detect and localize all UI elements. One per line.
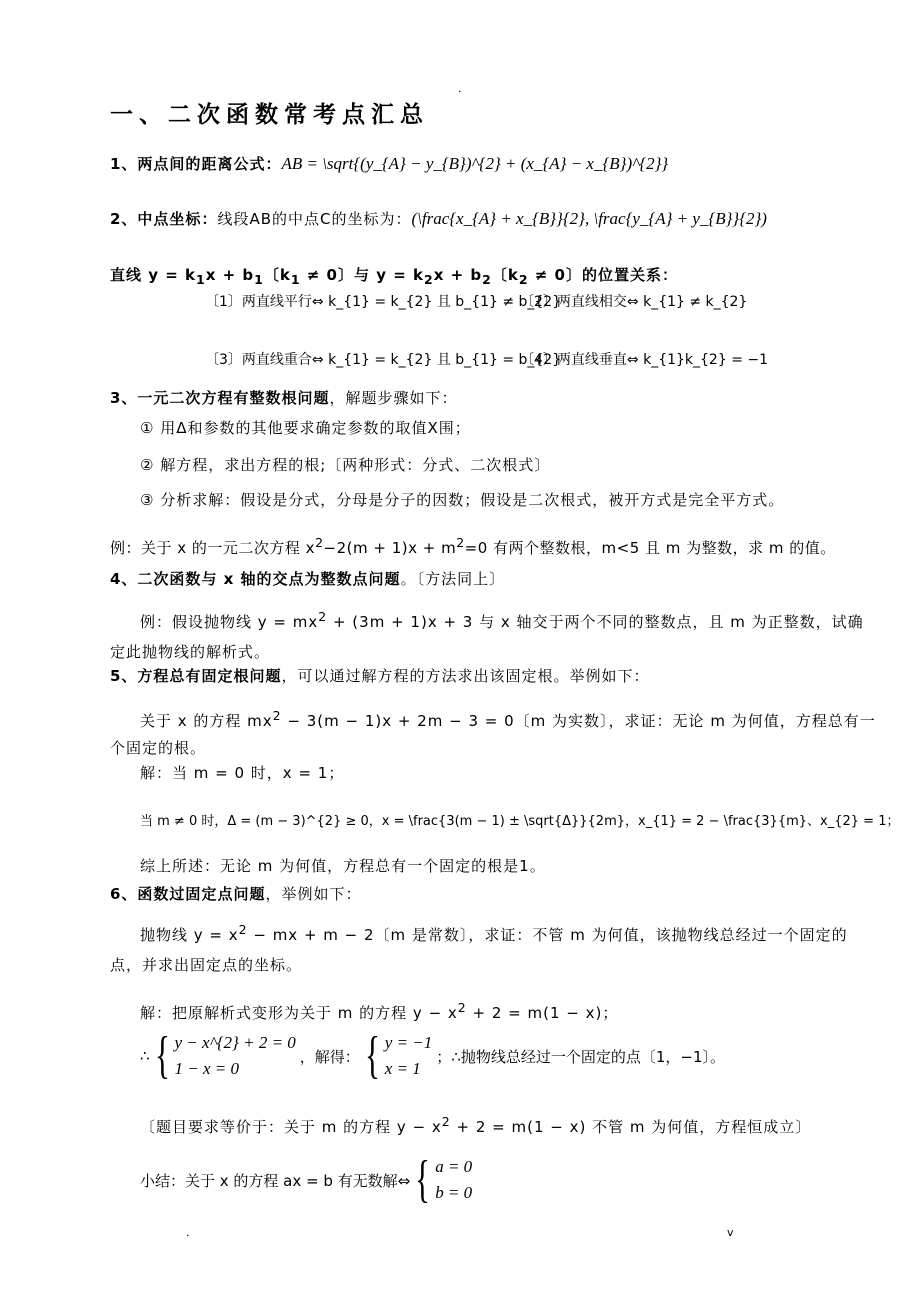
- section-1-label: 1、两点间的距离公式：: [110, 155, 282, 173]
- solution-y: y = −1: [384, 1033, 433, 1052]
- system-equation-2: 1 − x = 0: [174, 1059, 240, 1078]
- section-6-problem-1: 抛物线 $y = x^2$ − mx + m − 2〔m 是常数〕，求证：不管 m 为何值，该抛物线总经过一个固定的: [140, 922, 848, 944]
- section-3-label: 3、一元二次方程有整数根问题: [110, 389, 330, 407]
- relation-perpendicular: 〔4〕两直线垂直⇔ k_{1}k_{2} = −1: [520, 352, 769, 368]
- section-2-label: 2、中点坐标：: [110, 210, 218, 228]
- section-5-label: 5、方程总有固定根问题: [110, 667, 282, 685]
- section-6-rest: ，举例如下：: [265, 885, 362, 903]
- system-equation-1: y − x^{2} + 2 = 0: [174, 1033, 296, 1052]
- page-title: 一、二次函数常考点汇总: [110, 102, 429, 128]
- section-6-solution: 解：把原解析式变形为关于 m 的方程 $y - x^2 + 2 = m(1 - x)$；: [140, 1000, 619, 1022]
- solve-text: ，解得：: [299, 1047, 360, 1066]
- section-6-label: 6、函数过固定点问题: [110, 885, 266, 903]
- footer-mark-right: v: [727, 1226, 734, 1239]
- section-6-problem-2: 点，并求出固定点的坐标。: [110, 956, 303, 974]
- left-brace-icon: {: [415, 1151, 431, 1208]
- section-3-rest: ，解题步骤如下：: [329, 389, 458, 407]
- summary-text: 小结：关于 x 的方程 ax = b 有无数解⇔: [140, 1171, 411, 1190]
- line-relation-heading: 直线 $y = k_1x + b_1$〔$k_1 \ne 0$〕与 $y = k_2x + b_2$〔$k_2 \ne 0$〕的位置关系：: [110, 266, 678, 287]
- section-2: [110, 208, 767, 230]
- step-2: ② 解方程，求出方程的根;〔两种形式：分式、二次根式〕: [140, 456, 551, 474]
- section-6-note: 〔题目要求等价于：关于 m 的方程 $y - x^2 + 2 = m(1 - x)$ 不管 m 为何值，方程恒成立〕: [140, 1114, 812, 1136]
- section-3-example: 例：关于 x 的一元二次方程 $x^2-2(m + 1)x + m^2=0$ 有两个整数根，m<5 且 m 为整数，求 m 的值。: [110, 535, 836, 557]
- section-4-label: 4、二次函数与 x 轴的交点为整数点问题: [110, 570, 401, 588]
- section-2-text: 线段AB的中点C的坐标为：: [217, 210, 412, 228]
- section-5-summary: 综上所述：无论 m 为何值，方程总有一个固定的根是1。: [140, 857, 546, 875]
- section-5: [110, 665, 649, 687]
- section-4-example-1: 例：假设抛物线 $y = mx^2 + (3m + 1)x + 3$ 与 x 轴交于两个不同的整数点，且 m 为正整数，试确: [140, 609, 864, 631]
- section-6-system-line: [140, 1027, 725, 1084]
- midpoint-formula: (\frac{x_{A} + x_{B}}{2}, \frac{y_{A} + y_{B}}{2}): [411, 209, 767, 228]
- section-5-solution-1: 解：当 m = 0 时，x = 1；: [140, 764, 345, 782]
- relation-intersect: 〔2〕两直线相交⇔ k_{1} ≠ k_{2}: [520, 294, 748, 310]
- step-1: ① 用Δ和参数的其他要求确定参数的取值X围；: [140, 419, 471, 437]
- section-4-example-2: 定此抛物线的解析式。: [110, 643, 271, 661]
- solution-x: x = 1: [384, 1059, 421, 1078]
- therefore-symbol: ∴: [140, 1047, 150, 1065]
- page-mark: .: [458, 82, 462, 95]
- summary-condition-b: b = 0: [435, 1183, 473, 1202]
- left-brace-icon: {: [154, 1027, 170, 1084]
- distance-formula: AB = \sqrt{(y_{A} − y_{B})^{2} + (x_{A} − x_{B})^{2}}: [281, 154, 669, 173]
- relation-coincide: 〔3〕两直线重合⇔ k_{1} = k_{2} 且 b_{1} = b_{2}: [205, 352, 562, 368]
- section-3: [110, 387, 457, 409]
- section-4-rest: 。〔方法同上〕: [400, 570, 506, 588]
- left-brace-icon: {: [364, 1027, 380, 1084]
- section-5-problem-2: 个固定的根。: [110, 739, 207, 757]
- step-3: ③ 分析求解：假设是分式，分母是分子的因数；假设是二次根式，被开方式是完全平方式。: [140, 491, 785, 509]
- section-1: [110, 153, 668, 175]
- summary-line: [140, 1151, 473, 1208]
- relation-parallel: 〔1〕两直线平行⇔ k_{1} = k_{2} 且 b_{1} ≠ b_{2}: [205, 294, 562, 310]
- section-5-problem-1: 关于 x 的方程 $mx^2 - 3(m - 1)x + 2m - 3 = 0$〔m 为实数〕，求证：无论 m 为何值，方程总有一: [140, 708, 876, 730]
- summary-condition-a: a = 0: [435, 1157, 473, 1176]
- fixed-point-conclusion: ；∴抛物线总经过一个固定的点〔1，−1〕。: [436, 1047, 725, 1066]
- section-5-solution-2: 当 m ≠ 0 时，Δ = (m − 3)^{2} ≥ 0，x = \frac{3(m − 1) ± \sqrt{Δ}}{2m}，x_{1} = 2 − \frac{3}{m}、x_{2} = 1；: [140, 814, 900, 829]
- section-6: [110, 883, 361, 905]
- section-4: [110, 568, 505, 590]
- section-5-rest: ，可以通过解方程的方法求出该固定根。举例如下：: [281, 667, 650, 685]
- footer-mark-left: .: [186, 1226, 190, 1239]
